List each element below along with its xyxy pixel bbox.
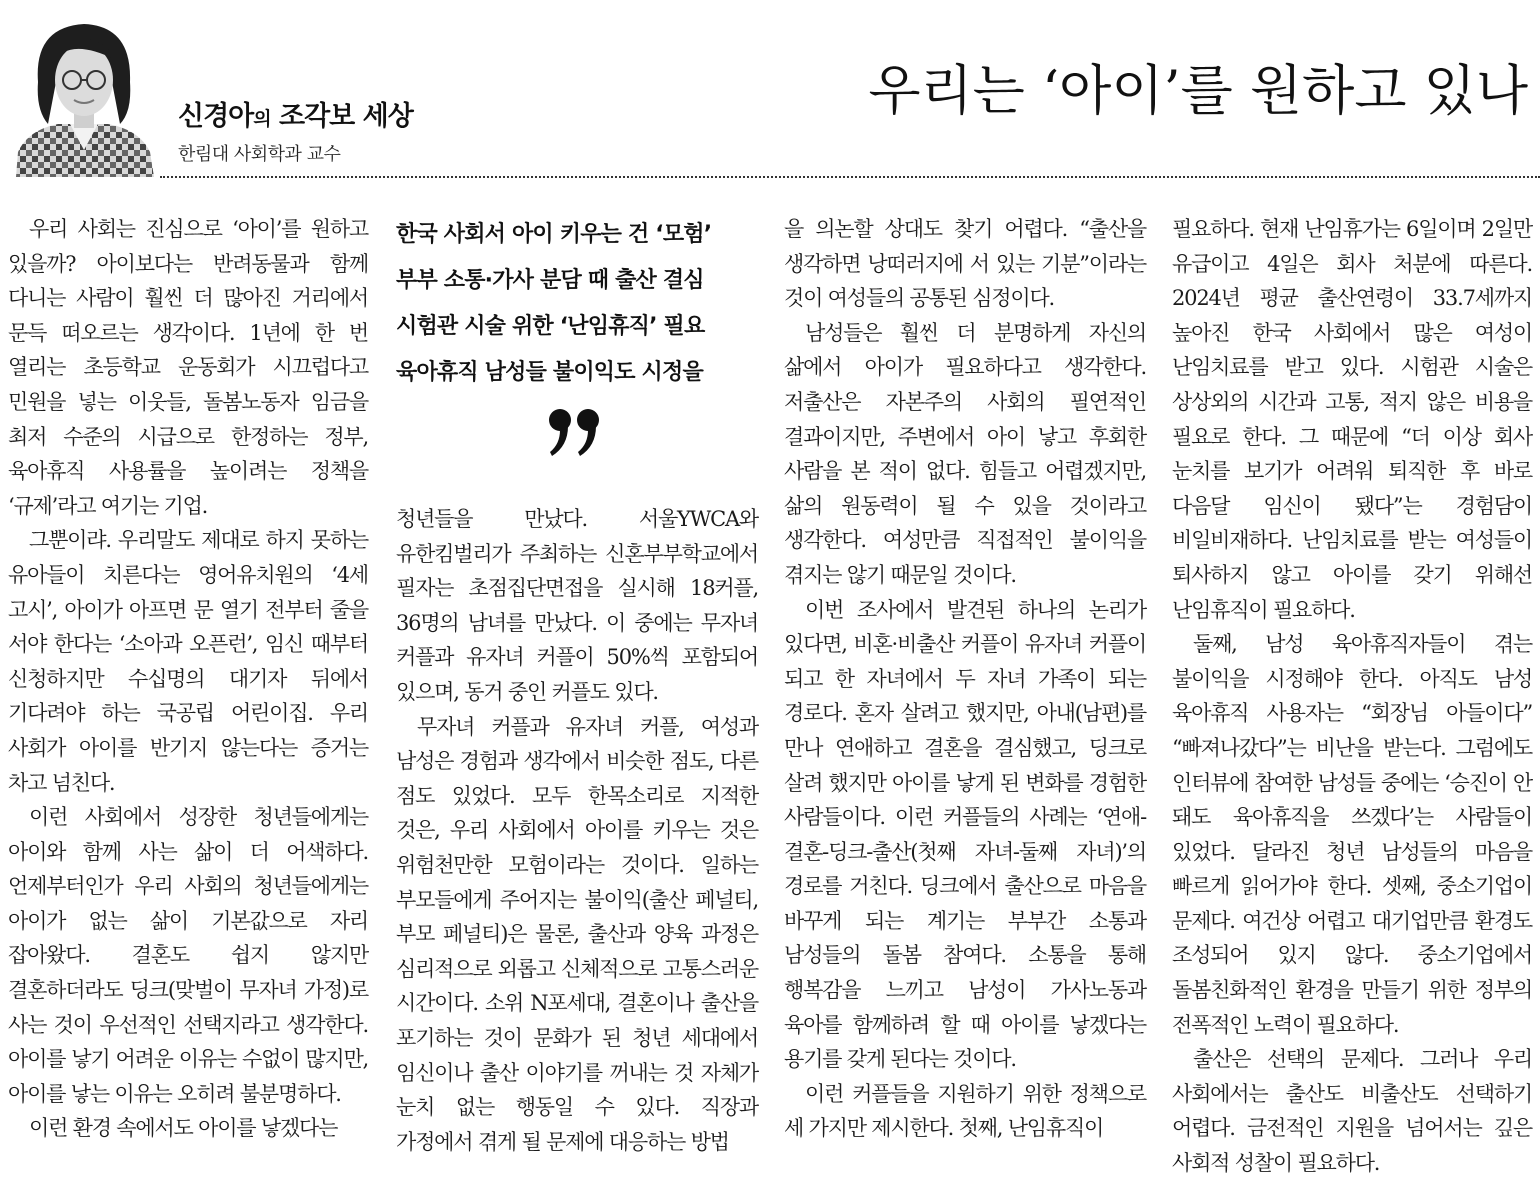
author-title: 한림대 사회학과 교수	[178, 144, 341, 165]
text-column-1	[8, 212, 368, 1147]
paragraph: 둘째, 남성 육아휴직자들이 겪는 불이익을 시정해야 한다. 아직도 남성 육아휴직 사용자는 “회장님 아들이다” “빠져나갔다”는 비난을 받는다. 그럼에도 인터뷰에 참여한 남성들 중에는 ‘승진이 안 돼도 육아휴직을 쓰겠다’는 사람들이 있었다. 달라진 청년 남성들의 마음을 빠르게 읽어가야 한다. 셋째, 중소기업이 문제다. 여건상 어렵고 대기업만큼 환경도 조성되어 있지 않다. 중소기업에서 돌봄친화적인 환경을 만들기 위한 정부의 전폭적인 노력이 필요하다.	[1172, 632, 1532, 1037]
paragraph: 우리 사회는 진심으로 ‘아이’를 원하고 있을까? 아이보다는 반려동물과 함께 다니는 사람이 훨씬 더 많아진 거리에서 문득 떠오르는 생각이다. 1년에 한 번 열리는 초등학교 운동회가 시끄럽다고 민원을 넣는 이웃들, 돌봄노동자 임금을 최저 수준의 시급으로 한정하는 정부, 육아휴직 사용률을 높이려는 정책을 ‘규제’라고 여기는 기업.	[8, 217, 368, 518]
column-name-main: 신경아	[178, 101, 254, 132]
paragraph: 을 의논할 상대도 찾기 어렵다. “출산을 생각하면 낭떠러지에 서 있는 기분”이라는 것이 여성들의 공통된 심정이다.	[784, 217, 1146, 311]
text-column-2	[396, 212, 758, 1154]
pull-quote-line: 한국 사회서 아이 키우는 건 ‘모험’	[396, 222, 712, 247]
column-name	[178, 94, 413, 133]
paragraph: 필요하다. 현재 난임휴가는 6일이며 2일만 유급이고 4일은 회사 처분에 따른다. 2024년 평균 출산연령이 33.7세까지 높아진 한국 사회에서 많은 여성이 난임치료를 받고 있다. 시험관 시술은 상상외의 시간과 고통, 적지 않은 비용을 필요로 한다. 그 때문에 “더 이상 회사 눈치를 보기가 어려워 퇴직한 후 바로 다음달 임신이 됐다”는 경험담이 비일비재하다. 난임치료를 받는 여성들이 퇴사하지 않고 아이를 갖기 위해선 난임휴직이 필요하다.	[1172, 217, 1532, 622]
paragraph: 무자녀 커플과 유자녀 커플, 여성과 남성은 경험과 생각에서 비슷한 점도, 다른 점도 있었다. 모두 한목소리로 지적한 것은, 우리 사회에서 아이를 키우는 것은 위험천만한 모험이라는 것이다. 일하는 부모들에게 주어지는 불이익(출산 페널티, 부모 페널티)은 물론, 출산과 양육 과정은 심리적으로 외롭고 신체적으로 고통스러운 시간이다. 소위 N포세대, 결혼이나 출산을 포기하는 것이 문화가 된 청년 세대에서 임신이나 출산 이야기를 꺼내는 것 자체가 눈치 없는 행동일 수 있다. 직장과 가정에서 겪게 될 문제에 대응하는 방법	[396, 714, 758, 1154]
article-headline: 우리는 ‘아이’를 원하고 있나	[868, 59, 1528, 122]
column-name-particle: 의	[253, 108, 271, 130]
author-portrait	[8, 12, 160, 177]
text-column-4	[1172, 212, 1532, 1176]
paragraph: 그뿐이랴. 우리말도 제대로 하지 못하는 유아들이 치른다는 영어유치원의 ‘4세 고시’, 아이가 아프면 문 열기 전부터 줄을 서야 한다는 ‘소아과 오픈런’, 임신 때부터 신청하지만 수십명의 대기자 뒤에서 기다려야 하는 국공립 어린이집. 우리 사회가 아이를 반기지 않는다는 증거는 차고 넘친다.	[8, 528, 368, 795]
closing-quote-icon	[546, 404, 606, 464]
article-header	[0, 0, 1540, 180]
pull-quote-line: 육아휴직 남성들 불이익도 시정을	[396, 360, 703, 385]
paragraph: 출산은 선택의 문제다. 그러나 우리 사회에서는 출산도 비출산도 선택하기 어렵다. 금전적인 지원을 넘어서는 깊은 사회적 성찰이 필요하다.	[1172, 1047, 1532, 1176]
paragraph: 이런 사회에서 성장한 청년들에게는 아이와 함께 사는 삶이 더 어색하다. 언제부터인가 우리 사회의 청년들에게는 아이가 없는 삶이 기본값으로 자리 잡아왔다. 결혼도 쉽지 않지만 결혼하더라도 딩크(맞벌이 무자녀 가정)로 사는 것이 우선적인 선택지라고 생각한다. 아이를 낳기 어려운 이유는 수없이 많지만, 아이를 낳는 이유는 오히려 불분명하다.	[8, 805, 368, 1106]
column-name-rest: 조각보 세상	[270, 101, 413, 132]
paragraph: 청년들을 만났다. 서울YWCA와 유한킴벌리가 주최하는 신혼부부학교에서 필자는 초점집단면접을 실시해 18커플, 36명의 남녀를 만났다. 이 중에는 무자녀 커플과 유자녀 커플이 50%씩 포함되어 있으며, 동거 중인 커플도 있다.	[396, 507, 758, 704]
paragraph: 이런 커플들을 지원하기 위한 정책으로 세 가지만 제시한다. 첫째, 난임휴직이	[784, 1081, 1146, 1141]
column-2-body	[396, 502, 758, 1159]
paragraph: 남성들은 훨씬 더 분명하게 자신의 삶에서 아이가 필요하다고 생각한다. 저출산은 자본주의 사회의 필연적인 결과이지만, 주변에서 아이 낳고 후회한 사람을 본 적이 없다. 힘들고 어렵겠지만, 삶의 원동력이 될 수 있을 것이라고 생각한다. 여성만큼 직접적인 불이익을 겪지는 않기 때문일 것이다.	[784, 320, 1146, 587]
pull-quote-line: 부부 소통·가사 분담 때 출산 결심	[396, 268, 704, 293]
pull-quote	[396, 212, 758, 396]
paragraph: 이번 조사에서 발견된 하나의 논리가 있다면, 비혼·비출산 커플이 유자녀 커플이 되고 한 자녀에서 두 자녀 가족이 되는 경로다. 혼자 살려고 했지만, 아내(남편)를 만나 연애하고 결혼을 결심했고, 딩크로 살려 했지만 아이를 낳게 된 변화를 경험한 사람들이다. 이런 커플들의 사례는 ‘연애-결혼-딩크-출산(첫째 자녀-둘째 자녀)’의 경로를 거친다. 딩크에서 출산으로 마음을 바꾸게 되는 계기는 부부간 소통과 남성들의 돌봄 참여다. 소통을 통해 행복감을 느끼고 남성이 가사노동과 육아를 함께하려 할 때 아이를 낳겠다는 용기를 갖게 된다는 것이다.	[784, 597, 1146, 1072]
pull-quote-line: 시험관 시술 위한 ‘난임휴직’ 필요	[396, 314, 705, 339]
text-column-3	[784, 212, 1146, 1147]
header-divider	[160, 176, 1540, 178]
paragraph: 이런 환경 속에서도 아이를 낳겠다는	[29, 1116, 338, 1141]
